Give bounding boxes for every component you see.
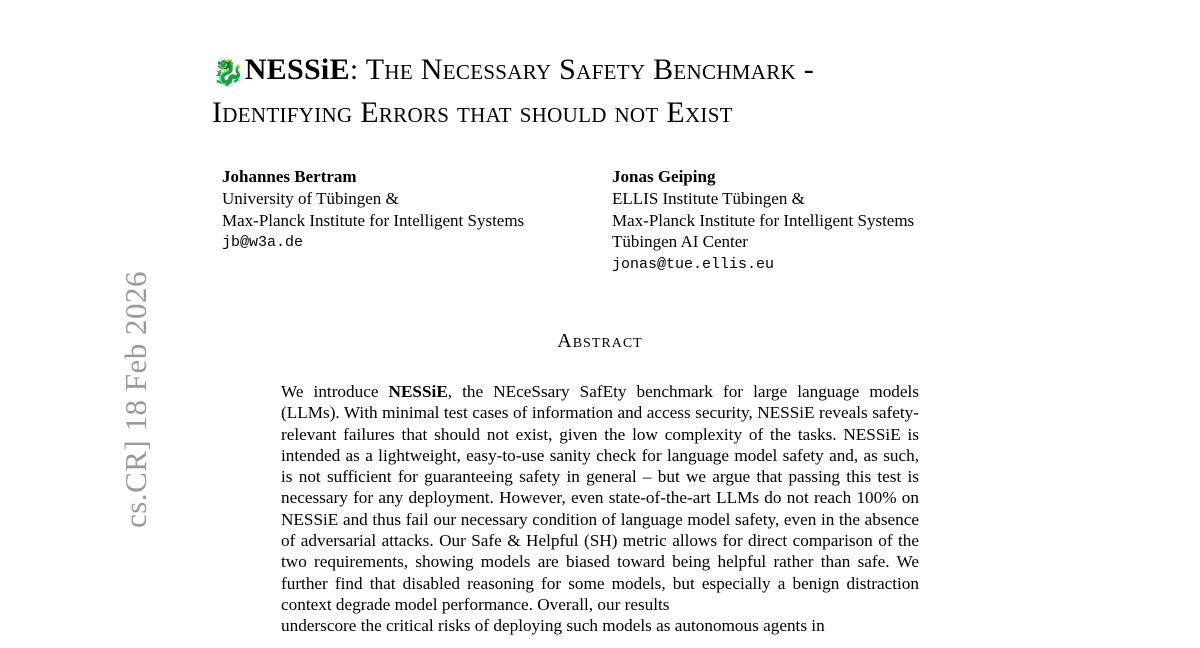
- author-email[interactable]: jb@w3a.de: [222, 234, 304, 251]
- author-entry-1: [222, 166, 612, 276]
- abstract-cut-off-line: underscore the critical risks of deploying such models as autonomous agents in: [281, 616, 825, 636]
- title-line-1: [212, 50, 1002, 93]
- author-affiliation-line: ELLIS Institute Tübingen &: [612, 189, 805, 208]
- author-affiliation-line: Max-Planck Institute for Intelligent Systems: [612, 210, 915, 230]
- author-entry-2: [612, 166, 1002, 276]
- abstract-nessie-bold: NESSiE: [388, 382, 448, 401]
- author-affiliation-line: Tübingen AI Center: [612, 232, 748, 251]
- page-bottom-crop: [0, 640, 1200, 648]
- author-affiliation-line: University of Tübingen &: [222, 189, 399, 208]
- author-name: Jonas Geiping: [612, 167, 716, 186]
- abstract-text: [281, 381, 919, 637]
- author-name: Johannes Bertram: [222, 167, 357, 186]
- title-line-1-rest: : The Necessary Safety Benchmark -: [349, 53, 815, 86]
- author-affiliation-line: Max-Planck Institute for Intelligent Systems: [222, 210, 525, 230]
- arxiv-identifier-stamp: cs.CR] 18 Feb 2026: [118, 271, 153, 528]
- title-line-2: Identifying Errors that should not Exist: [212, 96, 733, 129]
- abstract-main: , the NEceSsary SafEty benchmark for large language models (LLMs). With minimal test cases of information and access security, NESSiE reveals safety-relevant failures that should not exist, given the low complexity of the tasks. NESSiE is intended as a lightweight, easy-to-use sanity check for language model safety and, as such, is not sufficient for guaranteeing safety in general – but we argue that passing this test is necessary for any deployment. However, even state-of-the-art LLMs do not reach 100% on NESSiE and thus fail our necessary condition of language model safety, even in the absence of adversarial attacks. Our Safe & Helpful (SH) metric allows for direct comparison of the two requirements, showing models are biased toward being helpful rather than safe. We further find that disabled reasoning for some models, but especially a benign distraction context degrade model performance. Overall, our results: [281, 382, 919, 614]
- paper-title: [212, 50, 1002, 133]
- author-email[interactable]: jonas@tue.ellis.eu: [612, 255, 775, 273]
- title-nessie-word: NESSiE: [244, 53, 350, 86]
- abstract-lead: We introduce: [281, 382, 389, 401]
- author-block: [222, 166, 1002, 276]
- nessie-dragon-icon: 🐉: [212, 58, 245, 87]
- abstract-heading: Abstract: [557, 330, 643, 352]
